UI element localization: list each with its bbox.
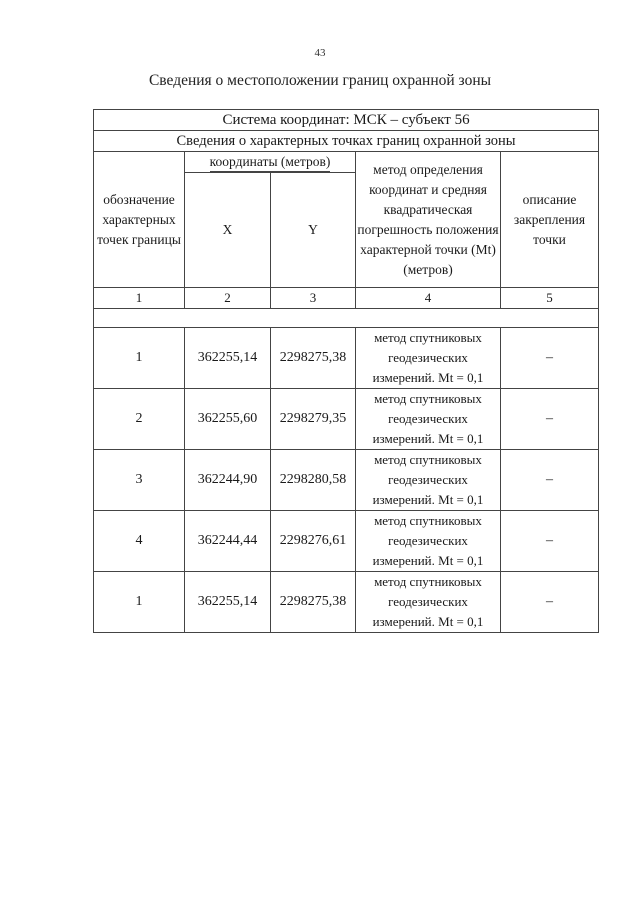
table-row bbox=[94, 389, 599, 450]
document-title: Сведения о местоположении границ охранной зоны bbox=[148, 72, 492, 89]
table-row bbox=[94, 450, 599, 511]
x-cell: 362255,60 bbox=[185, 389, 271, 450]
y-header: Y bbox=[271, 173, 356, 288]
blank-cell bbox=[94, 309, 599, 328]
column-number: 4 bbox=[356, 288, 501, 309]
column-header-row bbox=[94, 152, 599, 173]
x-header: X bbox=[185, 173, 271, 288]
y-cell: 2298279,35 bbox=[271, 389, 356, 450]
coordinates-header-label: координаты (метров) bbox=[210, 153, 331, 172]
description-cell: – bbox=[501, 389, 599, 450]
column-number: 2 bbox=[185, 288, 271, 309]
coordinate-system-row bbox=[94, 110, 599, 131]
x-cell: 362244,90 bbox=[185, 450, 271, 511]
description-cell: – bbox=[501, 328, 599, 389]
method-header: метод определения координат и средняя квадратическая погрешность положения характерной точки (Mt) (метров) bbox=[356, 152, 501, 288]
method-cell: метод спутниковых геодезических измерений. Mt = 0,1 bbox=[356, 511, 501, 572]
point-designation-header: обозначение характерных точек границы bbox=[94, 152, 185, 288]
points-info-row bbox=[94, 131, 599, 152]
x-cell: 362244,44 bbox=[185, 511, 271, 572]
y-cell: 2298276,61 bbox=[271, 511, 356, 572]
point-cell: 1 bbox=[94, 328, 185, 389]
x-cell: 362255,14 bbox=[185, 572, 271, 633]
method-cell: метод спутниковых геодезических измерений. Mt = 0,1 bbox=[356, 450, 501, 511]
column-number-row bbox=[94, 288, 599, 309]
y-cell: 2298275,38 bbox=[271, 572, 356, 633]
x-cell: 362255,14 bbox=[185, 328, 271, 389]
y-cell: 2298280,58 bbox=[271, 450, 356, 511]
table-row bbox=[94, 572, 599, 633]
column-number: 5 bbox=[501, 288, 599, 309]
description-cell: – bbox=[501, 572, 599, 633]
column-number: 1 bbox=[94, 288, 185, 309]
coordinate-system-header: Система координат: МСК – субъект 56 bbox=[94, 110, 599, 131]
coordinates-header bbox=[185, 152, 356, 173]
method-cell: метод спутниковых геодезических измерений. Mt = 0,1 bbox=[356, 328, 501, 389]
table-row bbox=[94, 511, 599, 572]
description-cell: – bbox=[501, 450, 599, 511]
method-cell: метод спутниковых геодезических измерений. Mt = 0,1 bbox=[356, 572, 501, 633]
point-cell: 1 bbox=[94, 572, 185, 633]
point-cell: 3 bbox=[94, 450, 185, 511]
table-row bbox=[94, 328, 599, 389]
y-cell: 2298275,38 bbox=[271, 328, 356, 389]
points-info-header: Сведения о характерных точках границ охранной зоны bbox=[94, 131, 599, 152]
point-cell: 2 bbox=[94, 389, 185, 450]
page-number: 43 bbox=[314, 47, 326, 59]
method-cell: метод спутниковых геодезических измерений. Mt = 0,1 bbox=[356, 389, 501, 450]
column-number: 3 bbox=[271, 288, 356, 309]
boundary-points-table bbox=[93, 109, 599, 633]
blank-row bbox=[94, 309, 599, 328]
description-header: описание закрепления точки bbox=[501, 152, 599, 288]
point-cell: 4 bbox=[94, 511, 185, 572]
description-cell: – bbox=[501, 511, 599, 572]
